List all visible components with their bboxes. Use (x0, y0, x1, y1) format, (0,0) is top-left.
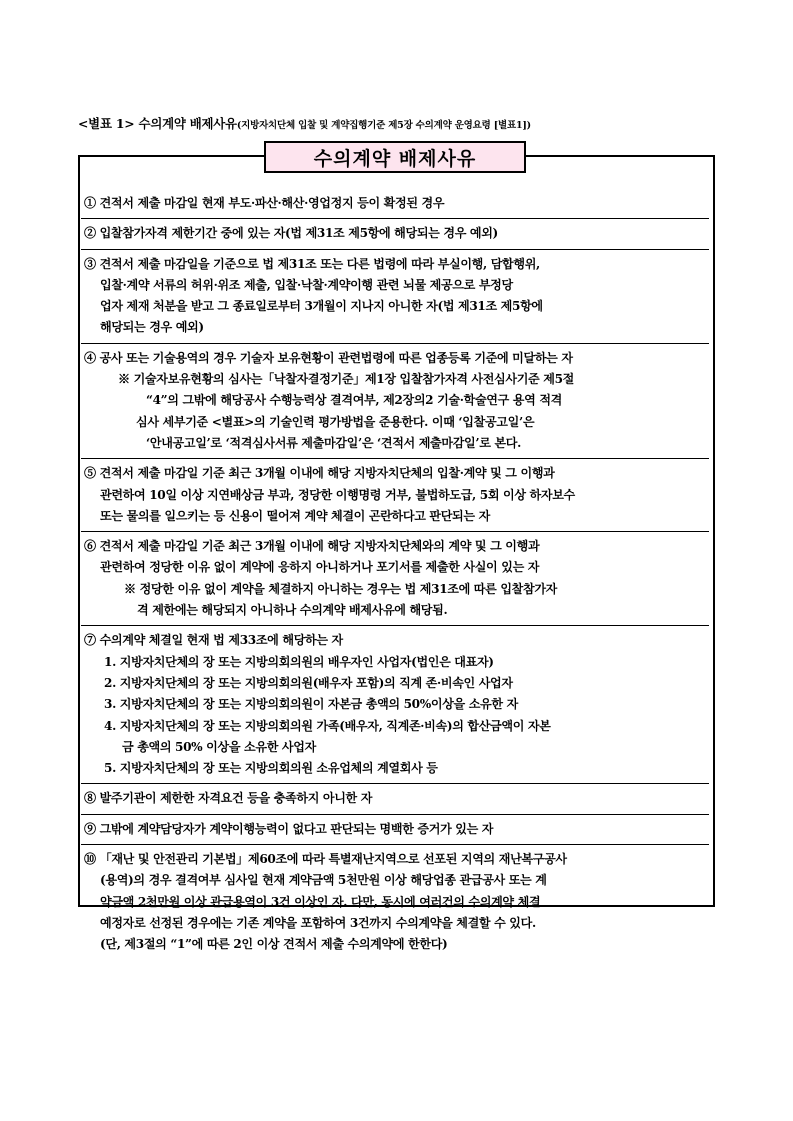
list-item (84, 254, 710, 339)
list-item (84, 630, 710, 779)
item-line: 관련하여 10일 이상 지연배상금 부과, 정당한 이행명령 거부, 불법하도급, 5회 이상 하자보수 (100, 487, 575, 502)
item-divider (81, 249, 709, 250)
item-first-line: ④ 공사 또는 기술용역의 경우 기술자 보유현황이 관련법령에 따른 업종등록 기준에 미달하는 자 (84, 350, 573, 365)
item-divider (81, 625, 709, 626)
item-line: 3. 지방자치단체의 장 또는 지방의회의원이 자본금 총액의 50%이상을 소유한 자 (104, 697, 518, 712)
item-list (84, 193, 710, 956)
list-item (84, 193, 710, 214)
item-line: 약금액 2천만원 이상 관급용역이 3건 이상인 자. 다만, 동시에 여러건의 수의계약 체결 (100, 894, 541, 909)
item-line: 또는 물의를 일으키는 등 신용이 떨어져 계약 체결이 곤란하다고 판단되는 자 (100, 508, 490, 523)
item-divider (81, 458, 709, 459)
list-item (84, 819, 710, 840)
list-item (84, 348, 710, 454)
item-first-line: ⑤ 견적서 제출 마감일 기준 최근 3개월 이내에 해당 지방자치단체의 입찰·계약 및 그 이행과 (84, 466, 555, 481)
item-line: ※ 기술자보유현황의 심사는「낙찰자결정기준」제1장 입찰참가자격 사전심사기준 제5절 (118, 372, 574, 387)
item-line: 1. 지방자치단체의 장 또는 지방의회의원의 배우자인 사업자(법인은 대표자) (104, 654, 494, 669)
item-first-line: ⑧ 발주기관이 제한한 자격요건 등을 충족하지 아니한 자 (84, 791, 373, 806)
item-line: 예정자로 선정된 경우에는 기존 계약을 포함하여 3건까지 수의계약을 체결할 수 있다. (100, 915, 536, 930)
item-line: 업자 제재 처분을 받고 그 종료일로부터 3개월이 지나지 아니한 자(법 제31조 제5항에 (100, 299, 543, 314)
item-first-line: ③ 견적서 제출 마감일을 기준으로 법 제31조 또는 다른 법령에 따라 부실이행, 담합행위, (84, 256, 540, 271)
item-line: (용역)의 경우 결격여부 심사일 현재 계약금액 5천만원 이상 해당업종 관급공사 또는 계 (100, 873, 547, 888)
item-divider (81, 844, 709, 845)
item-divider (81, 218, 709, 219)
item-divider (81, 531, 709, 532)
item-line: 격 제한에는 해당되지 아니하나 수의계약 배제사유에 해당됨. (137, 603, 448, 618)
item-first-line: ⑨ 그밖에 계약담당자가 계약이행능력이 없다고 판단되는 명백한 증거가 있는 자 (84, 821, 494, 836)
list-item (84, 849, 710, 955)
list-item (84, 788, 710, 809)
item-divider (81, 343, 709, 344)
item-divider (81, 783, 709, 784)
item-line: “4”의 그밖에 해당공사 수행능력상 결격여부, 제2장의2 기술·학술연구 용역 적격 (146, 393, 562, 408)
item-line: 2. 지방자치단체의 장 또는 지방의회의원(배우자 포함)의 직계 존·비속인 사업자 (104, 675, 513, 690)
item-first-line: ⑥ 견적서 제출 마감일 기준 최근 3개월 이내에 해당 지방자치단체와의 계약 및 그 이행과 (84, 539, 540, 554)
list-item (84, 536, 710, 621)
item-first-line: ② 입찰참가자격 제한기간 중에 있는 자(법 제31조 제5항에 해당되는 경우 예외) (84, 226, 498, 241)
item-line: 4. 지방자치단체의 장 또는 지방의회의원 가족(배우자, 직계존·비속)의 합산금액이 자본 (104, 718, 551, 733)
list-item (84, 223, 710, 244)
list-item (84, 463, 710, 527)
item-first-line: ⑦ 수의계약 체결일 현재 법 제33조에 해당하는 자 (84, 633, 343, 648)
table-caption (78, 114, 718, 132)
item-line: 심사 세부기준 <별표>의 기술인력 평가방법을 준용한다. 이때 ‘입찰공고일’은 (136, 414, 535, 429)
item-line: 5. 지방자치단체의 장 또는 지방의회의원 소유업체의 계열회사 등 (104, 761, 438, 776)
item-first-line: ① 견적서 제출 마감일 현재 부도·파산·해산·영업정지 등이 확정된 경우 (84, 196, 445, 210)
item-line: ‘안내공고일’로 ‘적격심사서류 제출마감일’은 ‘견적서 제출마감일’로 본다. (146, 435, 521, 450)
item-line: ※ 정당한 이유 없이 계약을 체결하지 아니하는 경우는 법 제31조에 따른 입찰참가자 (124, 581, 557, 596)
item-line: 금 총액의 50% 이상을 소유한 사업자 (122, 739, 316, 754)
caption-main: <별표 1> 수의계약 배제사유 (78, 116, 237, 131)
caption-source: (지방자치단체 입찰 및 계약집행기준 제5장 수의계약 운영요령 [별표1]) (236, 120, 531, 131)
item-line: (단, 제3절의 “1”에 따른 2인 이상 견적서 제출 수의계약에 한한다) (100, 937, 448, 952)
item-line: 해당되는 경우 예외) (100, 320, 204, 335)
item-first-line: ⑩ 「재난 및 안전관리 기본법」제60조에 따라 특별재난지역으로 선포된 지역의 재난복구공사 (84, 852, 567, 867)
item-divider (81, 814, 709, 815)
document-title: 수의계약 배제사유 (264, 141, 526, 173)
item-line: 관련하여 정당한 이유 없이 계약에 응하지 아니하거나 포기서를 제출한 사실이 있는 자 (100, 560, 540, 575)
item-line: 입찰·계약 서류의 허위·위조 제출, 입찰·낙찰·계약이행 관련 뇌물 제공으로 부정당 (100, 277, 513, 292)
